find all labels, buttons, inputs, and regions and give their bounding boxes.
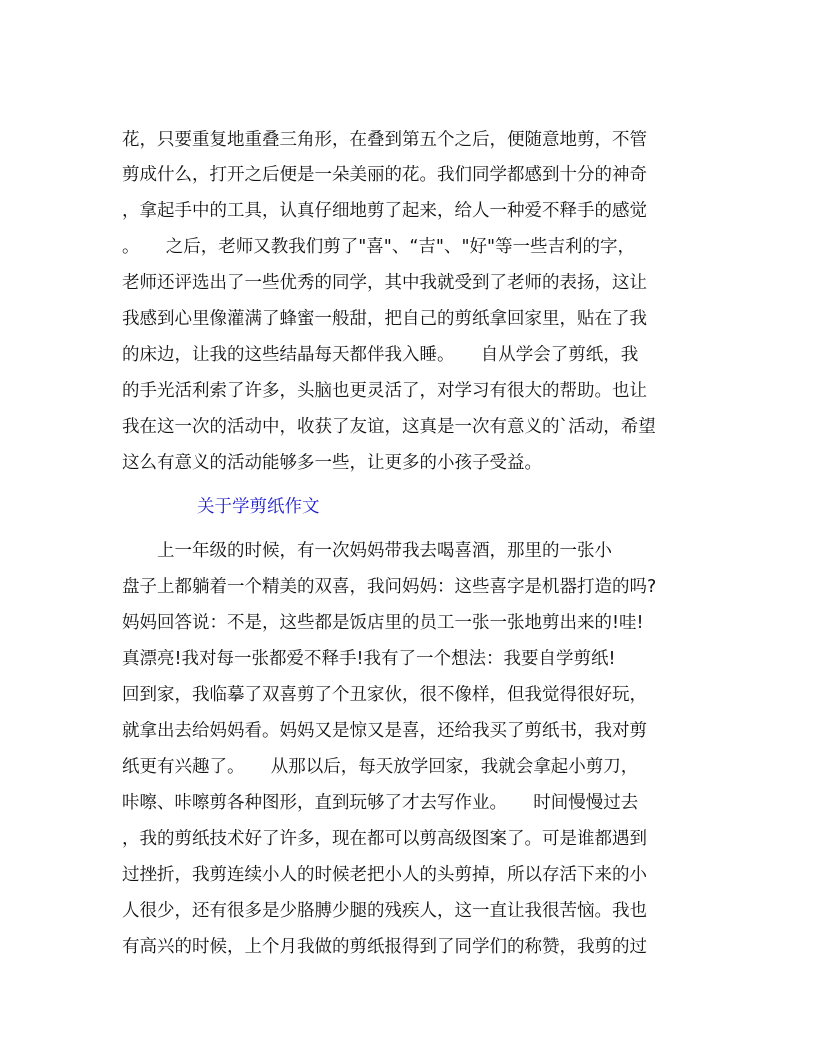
text-line: 这么有意义的活动能够多一些，让更多的小孩子受益。 xyxy=(122,453,542,473)
text-line: 剪成什么，打开之后便是一朵美丽的花。我们同学都感到十分的神奇 xyxy=(122,165,647,185)
text-line: 花，只要重复地重叠三角形，在叠到第五个之后，便随意地剪，不管 xyxy=(122,130,647,150)
text-line: 回到家，我临摹了双喜剪了个丑家伙，很不像样，但我觉得很好玩， xyxy=(122,685,647,705)
text-line: 就拿出去给妈妈看。妈妈又是惊又是喜，还给我买了剪纸书，我对剪 xyxy=(122,721,647,741)
text-line: ，我的剪纸技术好了许多，现在都可以剪高级图案了。可是谁都遇到 xyxy=(122,829,647,849)
section-heading: 关于学剪纸作文 xyxy=(197,497,320,517)
text-line: 有高兴的时候，上个月我做的剪纸报得到了同学们的称赞，我剪的过 xyxy=(122,937,647,957)
text-line: 我感到心里像灌满了蜂蜜一般甜，把自己的剪纸拿回家里，贴在了我 xyxy=(122,309,647,329)
text-line: 过挫折，我剪连续小人的时候老把小人的头剪掉，所以存活下来的小 xyxy=(122,865,647,885)
text-line: 老师还评选出了一些优秀的同学，其中我就受到了老师的表扬，这让 xyxy=(122,273,647,293)
text-line: 人很少，还有很多是少胳膊少腿的残疾人，这一直让我很苦恼。我也 xyxy=(122,901,647,921)
text-line: 盘子上都躺着一个精美的双喜，我问妈妈：这些喜字是机器打造的吗? xyxy=(122,577,657,597)
text-line: 咔嚓、咔嚓剪各种图形，直到玩够了才去写作业。 时间慢慢过去 xyxy=(122,793,639,813)
text-line: 的床边，让我的这些结晶每天都伴我入睡。 自从学会了剪纸，我 xyxy=(122,345,639,365)
text-line: 。 之后，老师又教我们剪了"喜"、“吉"、"好"等一些吉利的字， xyxy=(122,237,636,257)
text-line: 妈妈回答说：不是，这些都是饭店里的员工一张一张地剪出来的!哇! xyxy=(122,613,644,633)
text-line: ，拿起手中的工具，认真仔细地剪了起来，给人一种爱不释手的感觉 xyxy=(122,201,647,221)
text-line: 真漂亮!我对每一张都爱不释手!我有了一个想法：我要自学剪纸! xyxy=(122,649,616,669)
text-line: 纸更有兴趣了。 从那以后，每天放学回家，我就会拿起小剪刀， xyxy=(122,757,639,777)
text-line: 的手光活利索了许多，头脑也更灵活了，对学习有很大的帮助。也让 xyxy=(122,381,647,401)
text-line: 我在这一次的活动中，收获了友谊，这真是一次有意义的`活动，希望 xyxy=(122,417,656,437)
text-line: 上一年级的时候，有一次妈妈带我去喝喜酒，那里的一张小 xyxy=(122,541,612,561)
